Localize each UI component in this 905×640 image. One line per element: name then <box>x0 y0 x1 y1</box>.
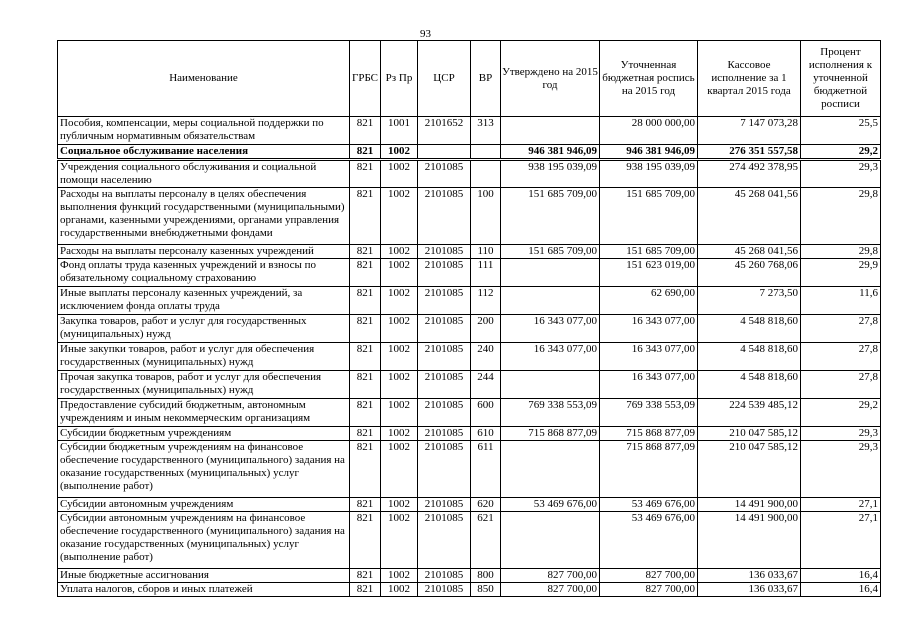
row-rzpr: 1002 <box>381 441 418 498</box>
row-vr <box>471 145 501 160</box>
row-revised: 151 685 709,00 <box>600 245 698 259</box>
row-approved <box>501 371 600 399</box>
row-csr: 2101085 <box>418 583 471 597</box>
row-name: Прочая закупка товаров, работ и услуг для обеспечения государственных (муниципальных) нужд <box>58 371 350 399</box>
table-row <box>58 583 881 597</box>
row-percent: 16,4 <box>801 569 881 583</box>
row-approved <box>501 512 600 569</box>
row-grbs: 821 <box>350 371 381 399</box>
row-grbs: 821 <box>350 399 381 427</box>
row-percent: 29,8 <box>801 245 881 259</box>
table-row <box>58 188 881 245</box>
row-grbs: 821 <box>350 498 381 512</box>
row-approved <box>501 117 600 145</box>
table-row <box>58 160 881 188</box>
row-rzpr: 1002 <box>381 245 418 259</box>
header-cash: Кассовое исполнение за 1 квартал 2015 года <box>698 41 801 117</box>
row-grbs: 821 <box>350 287 381 315</box>
row-approved: 827 700,00 <box>501 569 600 583</box>
row-cash: 7 147 073,28 <box>698 117 801 145</box>
row-grbs: 821 <box>350 315 381 343</box>
table-row <box>58 399 881 427</box>
row-rzpr: 1002 <box>381 427 418 441</box>
row-cash: 45 260 768,06 <box>698 259 801 287</box>
row-revised: 53 469 676,00 <box>600 512 698 569</box>
row-rzpr: 1002 <box>381 399 418 427</box>
header-percent: Процент исполнения к уточненной бюджетной росписи <box>801 41 881 117</box>
row-approved: 151 685 709,00 <box>501 245 600 259</box>
table-row <box>58 259 881 287</box>
row-revised: 28 000 000,00 <box>600 117 698 145</box>
row-percent: 29,3 <box>801 427 881 441</box>
row-revised: 53 469 676,00 <box>600 498 698 512</box>
header-grbs: ГРБС <box>350 41 381 117</box>
row-cash: 210 047 585,12 <box>698 427 801 441</box>
row-rzpr: 1002 <box>381 315 418 343</box>
row-csr: 2101085 <box>418 343 471 371</box>
row-approved: 769 338 553,09 <box>501 399 600 427</box>
row-percent: 27,1 <box>801 512 881 569</box>
row-revised: 715 868 877,09 <box>600 441 698 498</box>
row-vr: 313 <box>471 117 501 145</box>
row-approved: 151 685 709,00 <box>501 188 600 245</box>
row-csr: 2101085 <box>418 399 471 427</box>
row-revised: 946 381 946,09 <box>600 145 698 160</box>
row-grbs: 821 <box>350 259 381 287</box>
row-cash: 7 273,50 <box>698 287 801 315</box>
row-approved <box>501 441 600 498</box>
row-cash: 45 268 041,56 <box>698 188 801 245</box>
row-approved <box>501 287 600 315</box>
row-grbs: 821 <box>350 427 381 441</box>
row-vr: 100 <box>471 188 501 245</box>
header-name: Наименование <box>58 41 350 117</box>
row-grbs: 821 <box>350 569 381 583</box>
row-cash: 276 351 557,58 <box>698 145 801 160</box>
row-percent: 27,1 <box>801 498 881 512</box>
row-cash: 136 033,67 <box>698 569 801 583</box>
row-percent: 25,5 <box>801 117 881 145</box>
row-grbs: 821 <box>350 160 381 188</box>
row-cash: 224 539 485,12 <box>698 399 801 427</box>
row-name: Закупка товаров, работ и услуг для государственных (муниципальных) нужд <box>58 315 350 343</box>
row-approved: 946 381 946,09 <box>501 145 600 160</box>
row-rzpr: 1002 <box>381 583 418 597</box>
row-name: Субсидии бюджетным учреждениям <box>58 427 350 441</box>
row-vr: 112 <box>471 287 501 315</box>
row-vr: 611 <box>471 441 501 498</box>
row-grbs: 821 <box>350 188 381 245</box>
row-rzpr: 1002 <box>381 569 418 583</box>
table-row <box>58 512 881 569</box>
row-csr: 2101085 <box>418 287 471 315</box>
row-vr: 240 <box>471 343 501 371</box>
row-approved: 715 868 877,09 <box>501 427 600 441</box>
row-rzpr: 1002 <box>381 188 418 245</box>
row-csr <box>418 145 471 160</box>
row-csr: 2101085 <box>418 371 471 399</box>
row-percent: 27,8 <box>801 343 881 371</box>
row-rzpr: 1002 <box>381 512 418 569</box>
header-approved: Утверждено на 2015 год <box>501 41 600 117</box>
row-vr: 610 <box>471 427 501 441</box>
row-name: Предоставление субсидий бюджетным, автономным учреждениям и иным некоммерческим организациям <box>58 399 350 427</box>
table-row <box>58 315 881 343</box>
row-percent: 29,2 <box>801 399 881 427</box>
row-rzpr: 1001 <box>381 117 418 145</box>
row-name: Иные закупки товаров, работ и услуг для обеспечения государственных (муниципальных) нужд <box>58 343 350 371</box>
row-cash: 4 548 818,60 <box>698 343 801 371</box>
header-row <box>58 41 881 117</box>
table-row <box>58 371 881 399</box>
row-csr: 2101652 <box>418 117 471 145</box>
row-percent: 27,8 <box>801 315 881 343</box>
row-name: Пособия, компенсации, меры социальной поддержки по публичным нормативным обязательствам <box>58 117 350 145</box>
row-csr: 2101085 <box>418 569 471 583</box>
row-grbs: 821 <box>350 245 381 259</box>
page-number: 93 <box>420 28 431 40</box>
row-cash: 136 033,67 <box>698 583 801 597</box>
row-name: Учреждения социального обслуживания и социальной помощи населению <box>58 160 350 188</box>
row-approved <box>501 259 600 287</box>
row-grbs: 821 <box>350 343 381 371</box>
row-vr: 110 <box>471 245 501 259</box>
row-vr: 200 <box>471 315 501 343</box>
row-grbs: 821 <box>350 145 381 160</box>
row-name: Субсидии автономным учреждениям <box>58 498 350 512</box>
row-vr: 620 <box>471 498 501 512</box>
row-csr: 2101085 <box>418 259 471 287</box>
row-revised: 16 343 077,00 <box>600 371 698 399</box>
row-approved: 53 469 676,00 <box>501 498 600 512</box>
row-revised: 938 195 039,09 <box>600 160 698 188</box>
budget-table <box>57 40 881 597</box>
row-vr: 244 <box>471 371 501 399</box>
row-cash: 45 268 041,56 <box>698 245 801 259</box>
row-rzpr: 1002 <box>381 145 418 160</box>
row-rzpr: 1002 <box>381 498 418 512</box>
row-revised: 769 338 553,09 <box>600 399 698 427</box>
header-rzpr: Рз Пр <box>381 41 418 117</box>
row-csr: 2101085 <box>418 245 471 259</box>
row-vr: 850 <box>471 583 501 597</box>
row-vr: 111 <box>471 259 501 287</box>
row-name: Социальное обслуживание населения <box>58 145 350 160</box>
row-rzpr: 1002 <box>381 371 418 399</box>
row-name: Субсидии бюджетным учреждениям на финансовое обеспечение государственного (муниципального) задания на оказание государственных (муниципальных) услуг (выполнение работ) <box>58 441 350 498</box>
row-vr: 621 <box>471 512 501 569</box>
header-revised: Уточненная бюджетная роспись на 2015 год <box>600 41 698 117</box>
row-rzpr: 1002 <box>381 160 418 188</box>
row-name: Уплата налогов, сборов и иных платежей <box>58 583 350 597</box>
row-rzpr: 1002 <box>381 287 418 315</box>
row-vr: 800 <box>471 569 501 583</box>
row-revised: 151 623 019,00 <box>600 259 698 287</box>
table-row <box>58 287 881 315</box>
row-revised: 16 343 077,00 <box>600 343 698 371</box>
table-row <box>58 245 881 259</box>
row-csr: 2101085 <box>418 160 471 188</box>
row-csr: 2101085 <box>418 441 471 498</box>
table-row <box>58 569 881 583</box>
row-vr: 600 <box>471 399 501 427</box>
row-name: Фонд оплаты труда казенных учреждений и взносы по обязательному социальному страхованию <box>58 259 350 287</box>
table-row <box>58 427 881 441</box>
row-percent: 27,8 <box>801 371 881 399</box>
row-csr: 2101085 <box>418 427 471 441</box>
row-percent: 16,4 <box>801 583 881 597</box>
row-name: Расходы на выплаты персоналу казенных учреждений <box>58 245 350 259</box>
row-name: Субсидии автономным учреждениям на финансовое обеспечение государственного (муниципального) задания на оказание государственных (муниципальных) услуг (выполнение работ) <box>58 512 350 569</box>
row-name: Иные выплаты персоналу казенных учреждений, за исключением фонда оплаты труда <box>58 287 350 315</box>
row-percent: 29,9 <box>801 259 881 287</box>
row-grbs: 821 <box>350 512 381 569</box>
row-csr: 2101085 <box>418 315 471 343</box>
row-percent: 11,6 <box>801 287 881 315</box>
row-revised: 827 700,00 <box>600 569 698 583</box>
row-csr: 2101085 <box>418 512 471 569</box>
table-row-section <box>58 145 881 160</box>
row-revised: 16 343 077,00 <box>600 315 698 343</box>
row-rzpr: 1002 <box>381 343 418 371</box>
row-revised: 827 700,00 <box>600 583 698 597</box>
row-approved: 16 343 077,00 <box>501 343 600 371</box>
row-approved: 938 195 039,09 <box>501 160 600 188</box>
row-name: Иные бюджетные ассигнования <box>58 569 350 583</box>
row-cash: 14 491 900,00 <box>698 512 801 569</box>
table-row <box>58 117 881 145</box>
row-name: Расходы на выплаты персоналу в целях обеспечения выполнения функций государственными (муниципальными) органами, казенными учреждениями, органами управления государственными внебюджетными фондами <box>58 188 350 245</box>
row-cash: 14 491 900,00 <box>698 498 801 512</box>
row-csr: 2101085 <box>418 188 471 245</box>
row-grbs: 821 <box>350 583 381 597</box>
header-csr: ЦСР <box>418 41 471 117</box>
table-row <box>58 441 881 498</box>
row-cash: 274 492 378,95 <box>698 160 801 188</box>
row-cash: 4 548 818,60 <box>698 315 801 343</box>
row-grbs: 821 <box>350 117 381 145</box>
row-grbs: 821 <box>350 441 381 498</box>
row-cash: 4 548 818,60 <box>698 371 801 399</box>
row-revised: 151 685 709,00 <box>600 188 698 245</box>
row-approved: 16 343 077,00 <box>501 315 600 343</box>
row-revised: 62 690,00 <box>600 287 698 315</box>
table-row <box>58 498 881 512</box>
header-vr: ВР <box>471 41 501 117</box>
row-approved: 827 700,00 <box>501 583 600 597</box>
row-cash: 210 047 585,12 <box>698 441 801 498</box>
row-revised: 715 868 877,09 <box>600 427 698 441</box>
row-percent: 29,8 <box>801 188 881 245</box>
row-csr: 2101085 <box>418 498 471 512</box>
table-row <box>58 343 881 371</box>
row-vr <box>471 160 501 188</box>
row-percent: 29,3 <box>801 441 881 498</box>
row-percent: 29,3 <box>801 160 881 188</box>
row-percent: 29,2 <box>801 145 881 160</box>
row-rzpr: 1002 <box>381 259 418 287</box>
